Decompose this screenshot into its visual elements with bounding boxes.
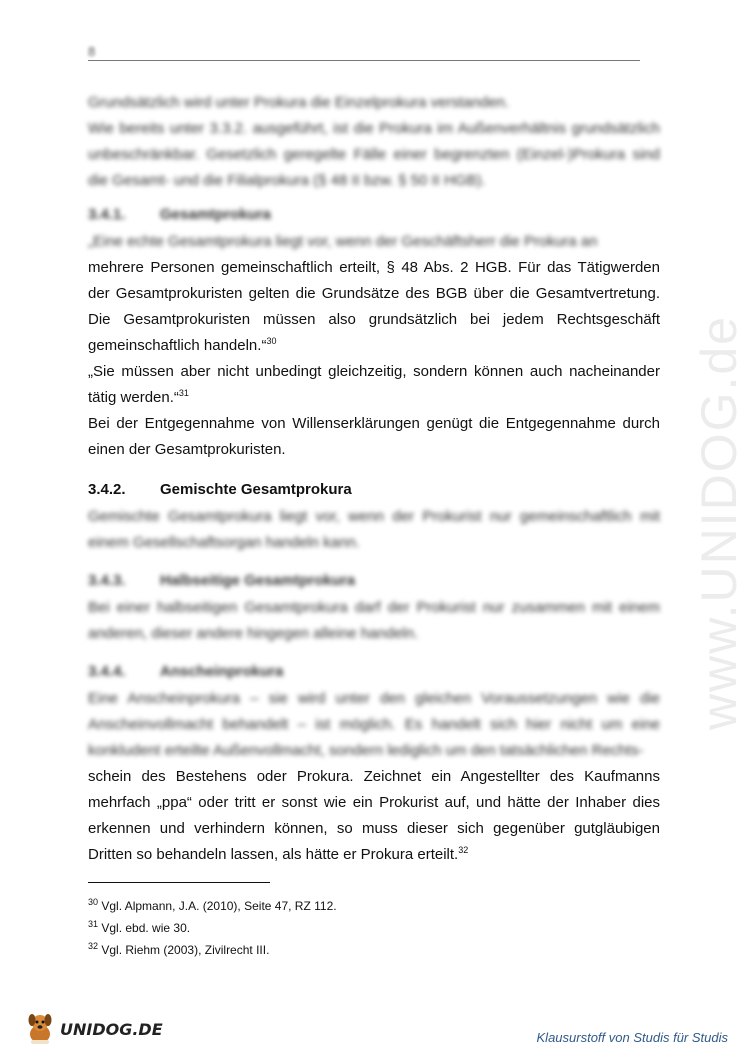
header-rule [88,60,640,61]
paragraph-text: schein des Bestehens oder Prokura. Zeichnet ein Angestellter des Kaufmanns mehrfach „ppa“ oder tritt er sonst wie ein Prokurist auf, und hätte der Inhaber dies erkennen und verhindern können, so muss dieser sich gegenüber gutgläubigen Dritten so behandeln lassen, als hätte er Prokura erteilt. [88,768,660,863]
section-title: Gemischte Gesamtprokura [160,481,352,498]
footnote-ref: 31 [178,388,189,398]
footnote-32 [88,939,660,961]
section-number: 3.4.4. [88,663,126,680]
section-344-blurred-text: Eine Anscheinprokura – sie wird unter den gleichen Voraussetzungen wie die Anscheinvollmacht behandelt – ist möglich. Es handelt sich hier nicht um eine konkludent erteilte Außenvollmacht, sondern lediglich um den tatsächlichen Rechts- [88,690,660,759]
section-number: 3.4.1. [88,206,126,223]
quote-paragraph-1 [88,255,660,359]
section-title: Anscheinprokura [160,663,284,680]
footnote-rule [88,882,270,883]
dog-icon [24,1012,56,1046]
watermark: www.UNIDOG.de [691,315,747,730]
footnote-ref: 32 [458,845,469,855]
footnote-text: Vgl. ebd. wie 30. [101,921,191,935]
logo-text: UNIDOG.DE [60,1019,163,1039]
section-342-text: Gemischte Gesamtprokura liegt vor, wenn der Prokurist nur gemeinschaftlich mit einem Gesellschaftsorgan handeln kann. [88,508,660,551]
footnote-text: Vgl. Alpmann, J.A. (2010), Seite 47, RZ 112. [101,899,337,913]
section-number: 3.4.3. [88,572,126,589]
footnote-number: 32 [88,941,99,951]
footnote-31 [88,917,660,939]
footer-tagline: Klausurstoff von Studis für Studis [536,1030,728,1045]
footnote-number: 31 [88,919,99,929]
quote-paragraph-2 [88,359,660,411]
footnote-number: 30 [88,897,99,907]
section-heading-343 [88,572,660,589]
quote-text: mehrere Personen gemeinschaftlich erteilt, § 48 Abs. 2 HGB. Für das Tätigwerden der Gesamtprokuristen gelten die Grundsätze des BGB über die Gesamtvertretung. Die Gesamtprokuristen müssen also grundsätzlich bei jedem Rechtsgeschäft gemeinschaftlich handeln.“ [88,259,660,354]
intro-paragraph-1: Grundsätzlich wird unter Prokura die Einzelprokura verstanden. [88,94,510,111]
section-title: Gesamtprokura [160,206,271,223]
footnote-text: Vgl. Riehm (2003), Zivilrecht III. [101,943,270,957]
section-number: 3.4.2. [88,481,126,498]
section-343-text: Bei einer halbseitigen Gesamtprokura darf der Prokurist nur zusammen mit einem anderen, dieser andere hingegen alleine handeln. [88,599,660,642]
section-title: Halbseitige Gesamtprokura [160,572,356,589]
intro-paragraph-2: Wie bereits unter 3.3.2. ausgeführt, ist die Prokura im Außenverhältnis grundsätzlich unbeschränkbar. Gesetzlich geregelte Fälle einer begrenzten (Einzel-)Prokura sind die Gesamt- und die Filialprokura (§ 48 II bzw. § 50 II HGB). [88,120,660,189]
section-heading-342 [88,481,660,498]
section-344-text [88,764,660,868]
footnote-30 [88,895,660,917]
unidog-logo[interactable] [24,1012,163,1046]
document-body [88,90,660,961]
section-heading-344 [88,663,660,680]
paragraph: Bei der Entgegennahme von Willenserklärungen genügt die Entgegennahme durch einen der Gesamtprokuristen. [88,415,660,458]
footnote-ref: 30 [266,336,277,346]
blurred-lead-line: „Eine echte Gesamtprokura liegt vor, wenn der Geschäftsherr die Prokura an [88,233,598,250]
quote-text: „Sie müssen aber nicht unbedingt gleichzeitig, sondern können auch nacheinander tätig werden.“ [88,363,660,406]
section-heading-341 [88,206,660,223]
page-number: 8 [88,44,96,59]
